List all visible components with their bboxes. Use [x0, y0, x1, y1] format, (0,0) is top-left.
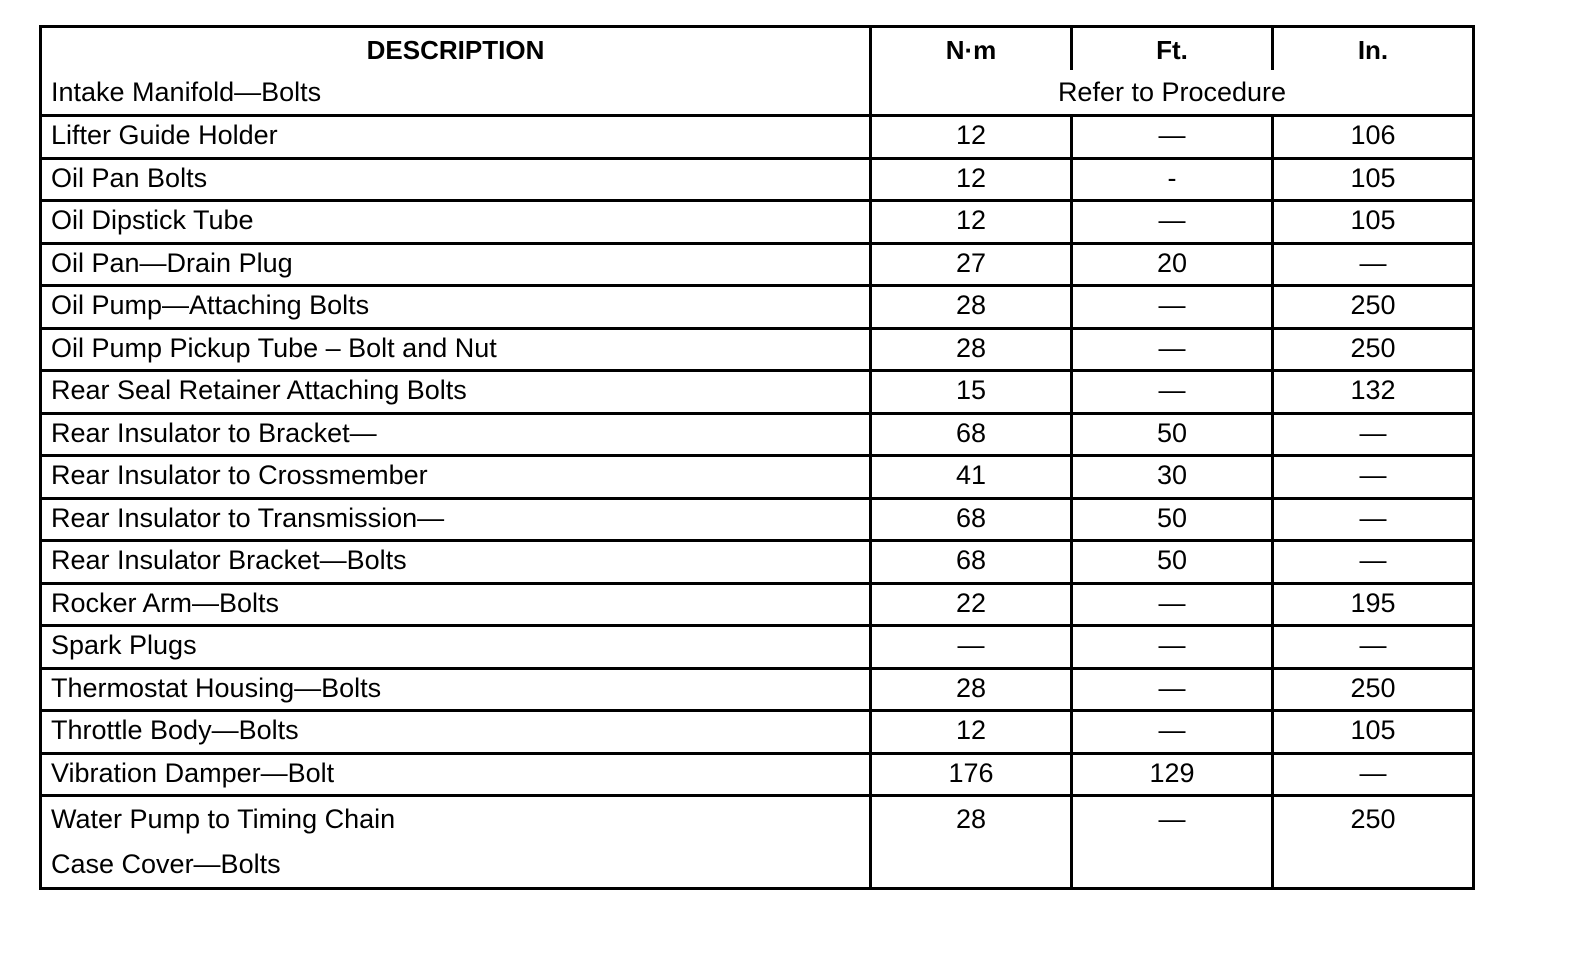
- row-in-value: 250: [1273, 286, 1474, 329]
- table-row: [41, 498, 1474, 541]
- row-nm-value: 28: [871, 668, 1072, 711]
- table-row: [41, 456, 1474, 499]
- row-description: Oil Pan—Drain Plug: [41, 243, 871, 286]
- row-in-value: —: [1273, 626, 1474, 669]
- row-nm-value: 15: [871, 371, 1072, 414]
- table-row: [41, 583, 1474, 626]
- row-description: Spark Plugs: [41, 626, 871, 669]
- row-description-line-1: Water Pump to Timing Chain: [51, 804, 396, 834]
- row-description: Vibration Damper—Bolt: [41, 753, 871, 796]
- row-nm-value: 68: [871, 498, 1072, 541]
- header-nm: N·m: [871, 27, 1072, 71]
- row-in-value: 195: [1273, 583, 1474, 626]
- header-ft: Ft.: [1072, 27, 1273, 71]
- row-nm-value: 41: [871, 456, 1072, 499]
- table-row: [41, 201, 1474, 244]
- table-row: [41, 116, 1474, 159]
- header-in: In.: [1273, 27, 1474, 71]
- row-in-value: 106: [1273, 116, 1474, 159]
- row-in-value: 132: [1273, 371, 1474, 414]
- row-nm-value: —: [871, 626, 1072, 669]
- table-row: [41, 243, 1474, 286]
- table-row: [41, 158, 1474, 201]
- row-description: Rocker Arm—Bolts: [41, 583, 871, 626]
- row-ft-value: —: [1072, 371, 1273, 414]
- intro-note: Refer to Procedure: [871, 70, 1474, 116]
- row-ft-value: 20: [1072, 243, 1273, 286]
- table-row: [41, 668, 1474, 711]
- table-row: [41, 753, 1474, 796]
- row-in-value: —: [1273, 413, 1474, 456]
- row-in-value: 105: [1273, 158, 1474, 201]
- row-ft-value: —: [1072, 626, 1273, 669]
- row-description: Rear Insulator to Transmission—: [41, 498, 871, 541]
- row-in-value: 250: [1273, 668, 1474, 711]
- table-row: [41, 371, 1474, 414]
- row-description: Oil Pan Bolts: [41, 158, 871, 201]
- row-ft-value: -: [1072, 158, 1273, 201]
- row-nm-value: 27: [871, 243, 1072, 286]
- row-nm-value: 12: [871, 158, 1072, 201]
- row-description: Rear Insulator to Bracket—: [41, 413, 871, 456]
- row-ft-value: —: [1072, 286, 1273, 329]
- row-ft-value: —: [1072, 711, 1273, 754]
- row-in-value: —: [1273, 243, 1474, 286]
- row-in-value: —: [1273, 541, 1474, 584]
- row-nm-value: 12: [871, 711, 1072, 754]
- row-ft-value: —: [1072, 583, 1273, 626]
- row-ft-value: 50: [1072, 541, 1273, 584]
- row-description: Rear Insulator to Crossmember: [41, 456, 871, 499]
- row-description: Rear Seal Retainer Attaching Bolts: [41, 371, 871, 414]
- row-ft-value: —: [1072, 328, 1273, 371]
- row-nm-value: 12: [871, 116, 1072, 159]
- row-nm-value: 68: [871, 541, 1072, 584]
- table-row: [41, 413, 1474, 456]
- row-in-value: —: [1273, 456, 1474, 499]
- row-nm-value: 22: [871, 583, 1072, 626]
- row-description: Oil Dipstick Tube: [41, 201, 871, 244]
- row-description: Thermostat Housing—Bolts: [41, 668, 871, 711]
- row-ft-value: 50: [1072, 498, 1273, 541]
- row-ft-value: —: [1072, 796, 1273, 889]
- header-row: [41, 27, 1474, 71]
- table-row-last: [41, 796, 1474, 889]
- row-description: Lifter Guide Holder: [41, 116, 871, 159]
- row-description: Throttle Body—Bolts: [41, 711, 871, 754]
- table-row: [41, 626, 1474, 669]
- row-description-line-2: Case Cover—Bolts: [51, 849, 281, 879]
- torque-spec-table: [39, 25, 1475, 890]
- intro-description: Intake Manifold—Bolts: [41, 70, 871, 116]
- row-nm-value: 28: [871, 286, 1072, 329]
- row-nm-value: 176: [871, 753, 1072, 796]
- row-description: Rear Insulator Bracket—Bolts: [41, 541, 871, 584]
- row-nm-value: 68: [871, 413, 1072, 456]
- row-description: [41, 796, 871, 889]
- row-in-value: 250: [1273, 328, 1474, 371]
- row-nm-value: 12: [871, 201, 1072, 244]
- table-row: [41, 541, 1474, 584]
- row-in-value: —: [1273, 753, 1474, 796]
- row-nm-value: 28: [871, 328, 1072, 371]
- header-description: DESCRIPTION: [41, 27, 871, 71]
- table-row: [41, 286, 1474, 329]
- row-ft-value: —: [1072, 201, 1273, 244]
- row-ft-value: 129: [1072, 753, 1273, 796]
- row-ft-value: —: [1072, 116, 1273, 159]
- table-row: [41, 711, 1474, 754]
- row-description: Oil Pump—Attaching Bolts: [41, 286, 871, 329]
- row-ft-value: 30: [1072, 456, 1273, 499]
- intro-row: [41, 70, 1474, 116]
- row-ft-value: —: [1072, 668, 1273, 711]
- row-in-value: 105: [1273, 201, 1474, 244]
- row-in-value: 105: [1273, 711, 1474, 754]
- row-description: Oil Pump Pickup Tube – Bolt and Nut: [41, 328, 871, 371]
- row-nm-value: 28: [871, 796, 1072, 889]
- row-in-value: 250: [1273, 796, 1474, 889]
- row-in-value: —: [1273, 498, 1474, 541]
- row-ft-value: 50: [1072, 413, 1273, 456]
- table-row: [41, 328, 1474, 371]
